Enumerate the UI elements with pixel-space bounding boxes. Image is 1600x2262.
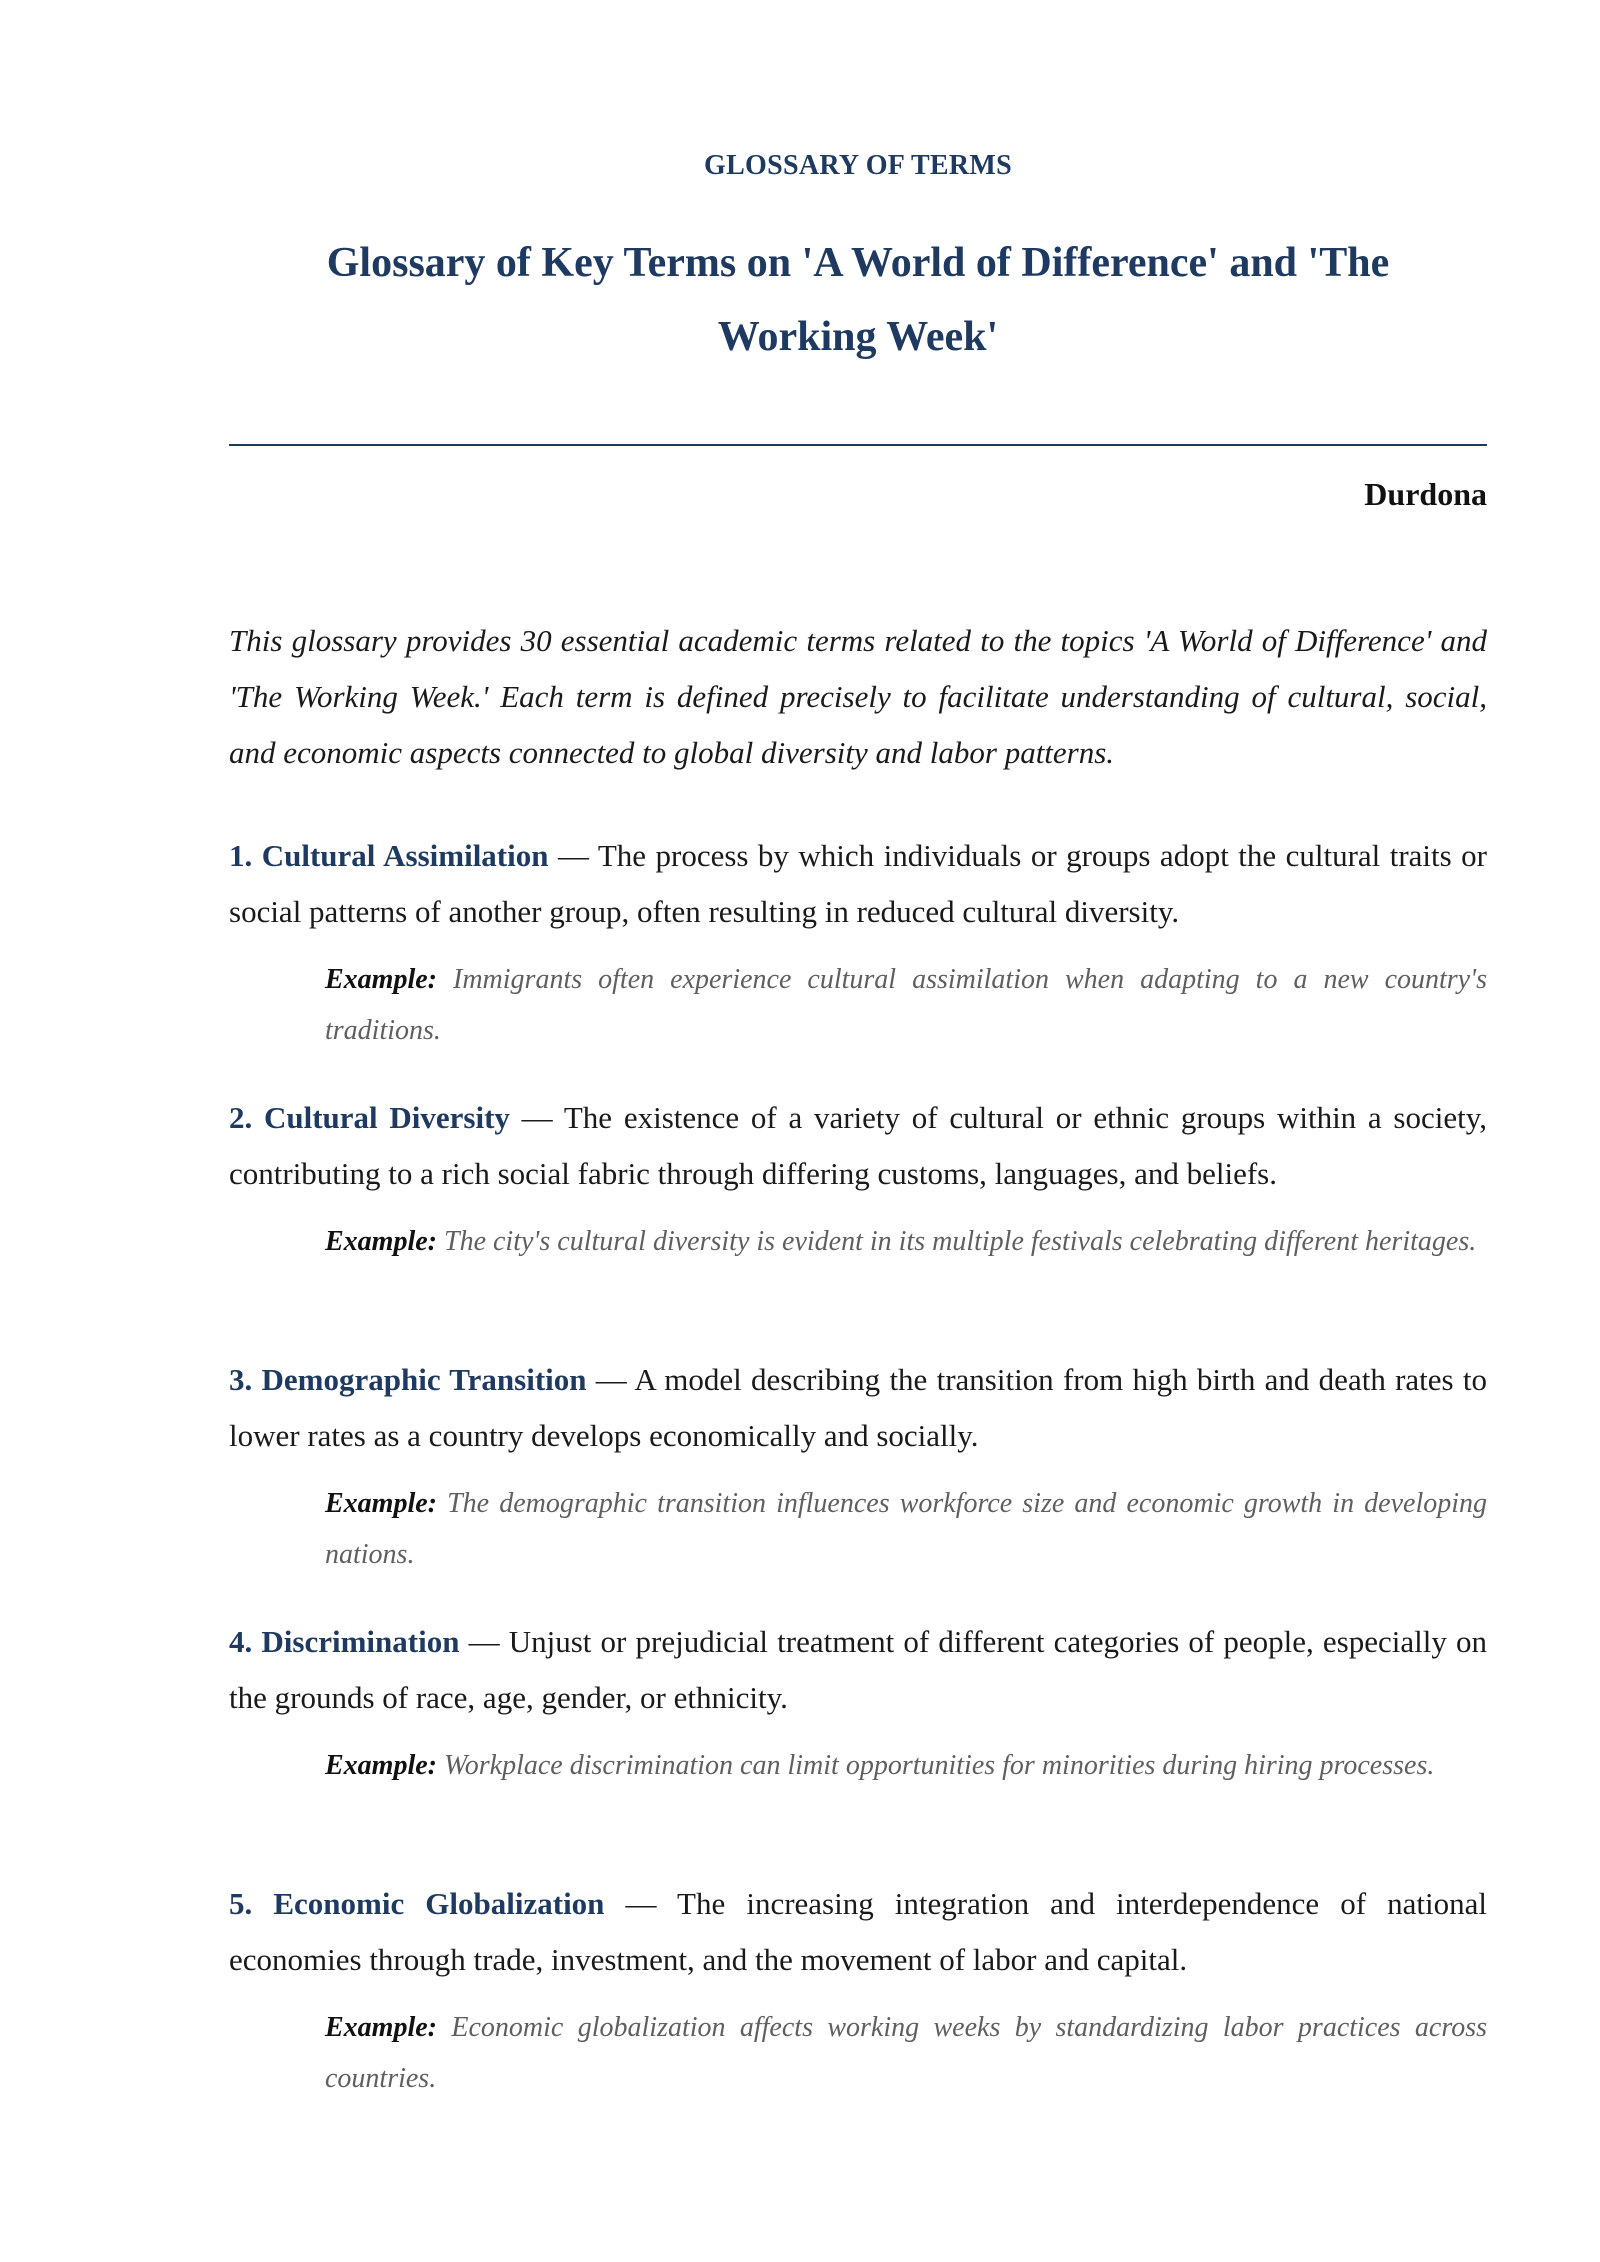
intro-paragraph: This glossary provides 30 essential academic terms related to the topics 'A World of Difference' and 'The Working Week.' Each term is defined precisely to facilitate understanding of cultural, social, and economic aspects connected to global diversity and labor patterns. — [229, 623, 1487, 770]
term-definition — [229, 1090, 1487, 1202]
example-text: Workplace discrimination can limit opportunities for minorities during hiring processes. — [444, 1750, 1435, 1781]
definition-text: The increasing integration and interdependence of national economies through trade, investment, and the movement of labor and capital. — [229, 1886, 1487, 1977]
example-text: The city's cultural diversity is evident in its multiple festivals celebrating different heritages. — [444, 1226, 1477, 1257]
definition-text: Unjust or prejudicial treatment of different categories of people, especially on the grounds of race, age, gender, or ethnicity. — [229, 1624, 1487, 1715]
term-definition — [229, 1876, 1487, 1988]
term-name: 5. Economic Globalization — [229, 1886, 605, 1921]
term-definition — [229, 1352, 1487, 1464]
term-name: 1. Cultural Assimilation — [229, 838, 549, 873]
example-text: Immigrants often experience cultural assimilation when adapting to a new country's traditions. — [325, 964, 1487, 1046]
author-name: Durdona — [1364, 476, 1487, 512]
glossary-entry — [229, 1614, 1487, 1876]
definition-text: A model describing the transition from high birth and death rates to lower rates as a country develops economically and socially. — [229, 1362, 1487, 1453]
glossary-entry — [229, 828, 1487, 1090]
term-name: 4. Discrimination — [229, 1624, 460, 1659]
example-label: Example: — [325, 1226, 437, 1257]
document-title: Glossary of Key Terms on 'A World of Difference' and 'The Working Week' — [326, 240, 1390, 360]
term-separator: — — [604, 1886, 678, 1921]
term-name: 2. Cultural Diversity — [229, 1100, 510, 1135]
term-example — [325, 1740, 1487, 1791]
example-text: Economic globalization affects working weeks by standardizing labor practices across countries. — [325, 2012, 1488, 2094]
glossary-entry — [229, 1352, 1487, 1614]
term-example — [325, 1216, 1487, 1267]
definition-text: The process by which individuals or groups adopt the cultural traits or social patterns of another group, often resulting in reduced cultural diversity. — [229, 838, 1487, 929]
example-label: Example: — [325, 1488, 437, 1519]
example-text: The demographic transition influences workforce size and economic growth in developing nations. — [325, 1488, 1488, 1570]
example-label: Example: — [325, 964, 437, 995]
term-example — [325, 1478, 1487, 1580]
term-separator: — — [509, 1100, 564, 1135]
example-label: Example: — [325, 1750, 437, 1781]
glossary-list — [229, 828, 1487, 2138]
term-example — [325, 954, 1487, 1056]
term-definition — [229, 828, 1487, 940]
glossary-entry — [229, 1090, 1487, 1352]
term-separator: — — [586, 1362, 635, 1397]
title-divider — [229, 444, 1487, 446]
term-name: 3. Demographic Transition — [229, 1362, 587, 1397]
term-definition — [229, 1614, 1487, 1726]
document-label: GLOSSARY OF TERMS — [703, 150, 1013, 181]
definition-text: The existence of a variety of cultural or ethnic groups within a society, contributing to a rich social fabric through differing customs, languages, and beliefs. — [229, 1100, 1487, 1191]
term-separator: — — [548, 838, 598, 873]
term-example — [325, 2002, 1487, 2104]
example-label: Example: — [325, 2012, 437, 2043]
term-separator: — — [459, 1624, 509, 1659]
glossary-entry — [229, 1876, 1487, 2138]
